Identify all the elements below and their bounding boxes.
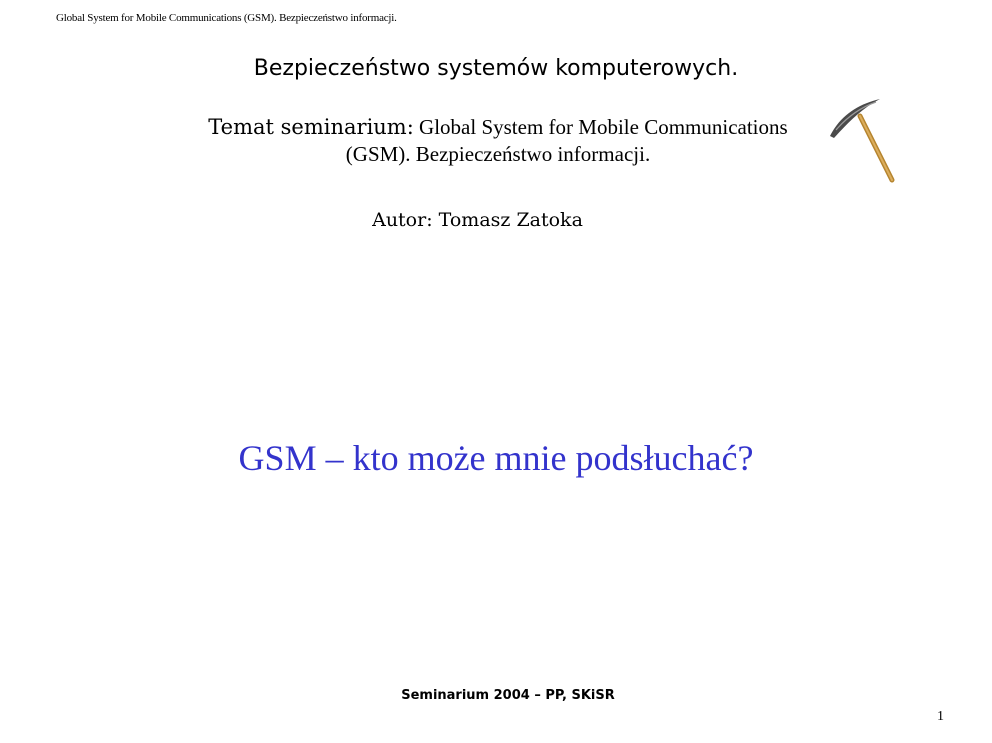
author-name: Tomasz Zatoka [438,209,583,231]
topic-block [200,114,796,168]
pickaxe-icon [826,96,898,184]
pickaxe-handle-highlight [860,116,892,180]
author-label: Autor: [372,209,433,231]
author-line [0,209,955,231]
pickaxe-head [830,99,880,138]
main-title: GSM – kto może mnie podsłuchać? [238,438,754,478]
topic-text: Global System for Mobile Communications (GSM). Bezpieczeństwo informacji. [345,115,788,166]
running-header: Global System for Mobile Communications (GSM). Bezpieczeństwo informacji. [56,12,397,24]
footer-text: Seminarium 2004 – PP, SKiSR [401,688,615,703]
topic-label: Temat seminarium: [208,115,414,139]
course-title: Bezpieczeństwo systemów komputerowych. [253,56,739,81]
page-number: 1 [937,709,944,724]
